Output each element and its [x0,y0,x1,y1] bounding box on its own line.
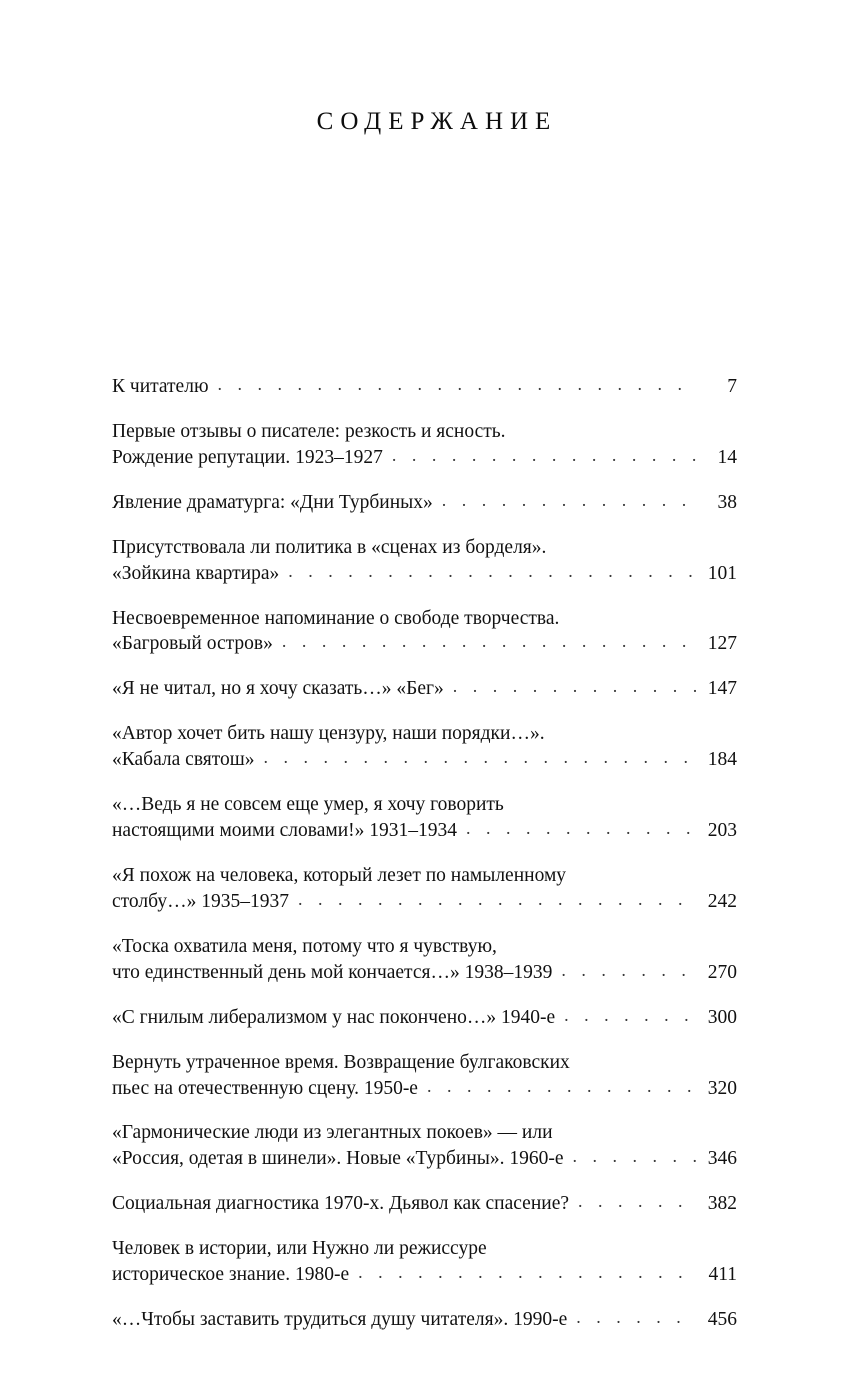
toc-page-number: 38 [717,491,737,513]
toc-entry-last-line [112,676,737,702]
toc-entry-line: «Зойкина квартира» [112,562,280,584]
toc-entry-inner [112,676,737,702]
dot-leader [358,1261,696,1285]
toc-page-number: 300 [707,1006,737,1028]
toc-entry-line: Присутствовала ли политика в «сценах из борделя». [112,536,547,558]
toc-page-number: 127 [707,633,737,655]
toc-entry-inner [112,1236,737,1288]
toc-entry-last-line [112,374,737,400]
toc-page-number: 101 [707,562,737,584]
toc-entry-inner [112,1050,737,1102]
toc-entry[interactable] [112,863,737,915]
toc-entry-inner [112,606,737,658]
toc-entry-last-line [112,818,737,844]
toc-page-number: 382 [707,1193,737,1215]
toc-entry-line: «…Ведь я не совсем еще умер, я хочу говорить [112,794,504,816]
toc-entry-last-line [112,960,737,986]
dot-leader [564,1004,696,1028]
toc-entry[interactable] [112,374,737,400]
toc-entry-text [112,1236,737,1262]
toc-entry-last-line [112,747,737,773]
toc-entry-last-line [112,631,737,657]
toc-entry-inner [112,374,737,400]
toc-entry-line: Рождение репутации. 1923–1927 [112,446,383,468]
toc-entry-inner [112,535,737,587]
toc-entry-inner [112,934,737,986]
toc-page-number: 203 [707,820,737,842]
toc-entry[interactable] [112,419,737,471]
toc-entry-last-line [112,1146,737,1172]
toc-entry-line: что единственный день мой кончается…» 1938–1939 [112,961,553,983]
toc-entry-last-line [112,1076,737,1102]
toc-entry[interactable] [112,490,737,516]
toc-entry-line: «Гармонические люди из элегантных покоев» — или [112,1122,553,1144]
toc-entry-text [112,535,737,561]
toc-entry-line: «…Чтобы заставить трудиться душу читателя». 1990-е [112,1309,568,1331]
toc-entry-inner [112,1307,737,1333]
toc-entry[interactable] [112,1005,737,1031]
toc-entry-line: Вернуть утраченное время. Возвращение булгаковских [112,1051,570,1073]
toc-entry-last-line [112,1191,737,1217]
toc-page-number: 7 [727,376,737,397]
toc-entry-line: «Я похож на человека, который лезет по намыленному [112,864,567,886]
table-of-contents-list [112,374,737,1352]
dot-leader [282,630,696,654]
toc-entry-line: настоящими моими словами!» 1931–1934 [112,820,458,842]
toc-entry-inner [112,1005,737,1031]
toc-page-number: 456 [707,1309,737,1331]
toc-entry-line: «Россия, одетая в шинели». Новые «Турбины». 1960-е [112,1148,564,1170]
toc-entry-line: К читателю [112,376,209,397]
page-title: СОДЕРЖАНИЕ [316,108,558,135]
toc-page-number: 320 [707,1077,737,1099]
toc-entry-text [112,934,737,960]
toc-entry-last-line [112,561,737,587]
toc-entry-inner [112,1191,737,1217]
toc-entry[interactable] [112,1307,737,1333]
toc-entry-line: историческое знание. 1980-е [112,1264,350,1286]
dot-leader [466,817,696,841]
toc-entry-line: Явление драматурга: «Дни Турбиных» [112,491,433,513]
toc-entry-text [112,721,737,747]
toc-entry-text [112,1120,737,1146]
toc-entry-line: Первые отзывы о писателе: резкость и ясность. [112,420,506,442]
toc-entry-text [112,606,737,632]
toc-entry[interactable] [112,1191,737,1217]
toc-page-number: 14 [717,446,737,468]
dot-leader [298,888,696,912]
toc-page-number: 184 [707,749,737,771]
toc-page-number: 147 [707,678,737,700]
dot-leader [392,444,696,468]
toc-entry-line: «Кабала святош» [112,749,255,771]
toc-entry[interactable] [112,721,737,773]
toc-entry-last-line [112,445,737,471]
dot-leader [578,1190,696,1214]
dot-leader [453,675,696,699]
toc-entry-line: «Я не читал, но я хочу сказать…» «Бег» [112,678,444,700]
toc-entry[interactable] [112,535,737,587]
toc-entry-text [112,863,737,889]
toc-entry-line: Человек в истории, или Нужно ли режиссуре [112,1238,487,1260]
toc-entry[interactable] [112,1050,737,1102]
toc-entry-last-line [112,1005,737,1031]
toc-entry-last-line [112,1262,737,1288]
toc-entry-line: Несвоевременное напоминание о свободе творчества. [112,607,560,629]
toc-entry-inner [112,792,737,844]
toc-entry-line: пьес на отечественную сцену. 1950-е [112,1077,418,1099]
toc-entry-last-line [112,889,737,915]
toc-entry-last-line [112,1307,737,1333]
toc-entry[interactable] [112,934,737,986]
dot-leader [218,373,696,397]
toc-entry-last-line [112,490,737,516]
toc-entry[interactable] [112,676,737,702]
toc-entry[interactable] [112,1120,737,1172]
toc-entry-inner [112,1120,737,1172]
toc-entry-text [112,419,737,445]
toc-entry-text [112,792,737,818]
dot-leader [561,959,696,983]
dot-leader [442,489,696,513]
toc-entry[interactable] [112,1236,737,1288]
toc-entry-inner [112,490,737,516]
toc-entry[interactable] [112,606,737,658]
toc-entry[interactable] [112,792,737,844]
document-page [0,108,867,1379]
dot-leader [288,560,696,584]
dot-leader [573,1145,696,1169]
dot-leader [576,1306,696,1330]
toc-entry-inner [112,419,737,471]
toc-page-number: 270 [707,961,737,983]
toc-entry-line: «Автор хочет бить нашу цензуру, наши порядки…». [112,723,545,745]
toc-entry-line: столбу…» 1935–1937 [112,890,289,912]
dot-leader [427,1075,696,1099]
toc-entry-line: «Багровый остров» [112,633,273,655]
toc-entry-text [112,1050,737,1076]
toc-entry-line: «Тоска охватила меня, потому что я чувствую, [112,935,497,957]
dot-leader [264,746,696,770]
toc-entry-line: Социальная диагностика 1970-х. Дьявол как спасение? [112,1193,570,1215]
toc-page-number: 346 [707,1148,737,1170]
toc-page-number: 411 [708,1264,737,1286]
toc-entry-inner [112,721,737,773]
toc-entry-inner [112,863,737,915]
toc-entry-line: «С гнилым либерализмом у нас покончено…» 1940-е [112,1006,556,1028]
toc-page-number: 242 [707,890,737,912]
